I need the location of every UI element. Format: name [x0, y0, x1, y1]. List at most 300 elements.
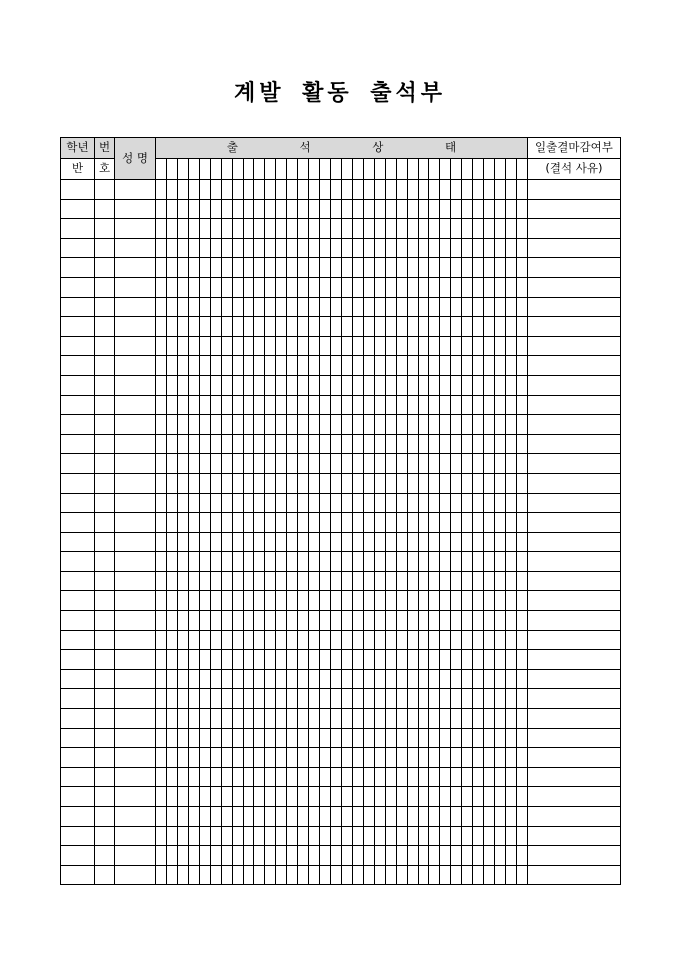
- attendance-cell: [374, 297, 385, 317]
- attendance-cell: [516, 787, 527, 807]
- deadline-reason-cell: [527, 650, 620, 670]
- attendance-cell: [331, 336, 342, 356]
- attendance-cell: [221, 493, 232, 513]
- attendance-cell: [276, 826, 287, 846]
- attendance-cell: [385, 434, 396, 454]
- attendance-cell: [210, 532, 221, 552]
- attendance-cell: [265, 650, 276, 670]
- attendance-cell: [429, 630, 440, 650]
- attendance-cell: [429, 728, 440, 748]
- attendance-cell: [199, 846, 210, 866]
- grade-class-cell: [61, 297, 95, 317]
- attendance-cell: [232, 493, 243, 513]
- attendance-cell: [199, 277, 210, 297]
- attendance-cell: [156, 865, 167, 885]
- attendance-cell: [243, 199, 254, 219]
- attendance-cell: [473, 709, 484, 729]
- attendance-cell: [177, 591, 188, 611]
- attendance-cell: [298, 591, 309, 611]
- attendance-cell: [352, 748, 363, 768]
- attendance-cell: [331, 650, 342, 670]
- attendance-cell: [254, 434, 265, 454]
- attendance-cell: [221, 336, 232, 356]
- attendance-cell: [516, 395, 527, 415]
- name-cell: [115, 709, 156, 729]
- name-cell: [115, 826, 156, 846]
- attendance-cell: [254, 552, 265, 572]
- attendance-cell: [396, 650, 407, 670]
- attendance-cell: [254, 571, 265, 591]
- attendance-cell: [221, 571, 232, 591]
- date-header-cell: [516, 159, 527, 180]
- attendance-cell: [177, 650, 188, 670]
- attendance-cell: [363, 689, 374, 709]
- attendance-cell: [473, 571, 484, 591]
- attendance-cell: [363, 826, 374, 846]
- date-header-cell: [440, 159, 451, 180]
- attendance-cell: [363, 493, 374, 513]
- attendance-char-4: 태: [445, 140, 457, 155]
- attendance-cell: [385, 532, 396, 552]
- attendance-cell: [352, 787, 363, 807]
- attendance-cell: [473, 258, 484, 278]
- attendance-cell: [429, 532, 440, 552]
- attendance-cell: [407, 807, 418, 827]
- attendance-cell: [309, 552, 320, 572]
- attendance-cell: [309, 473, 320, 493]
- name-cell: [115, 199, 156, 219]
- attendance-cell: [331, 571, 342, 591]
- attendance-cell: [331, 317, 342, 337]
- attendance-cell: [265, 238, 276, 258]
- attendance-cell: [287, 630, 298, 650]
- attendance-cell: [374, 258, 385, 278]
- attendance-cell: [188, 591, 199, 611]
- attendance-cell: [309, 532, 320, 552]
- attendance-cell: [407, 180, 418, 200]
- student-row: [61, 669, 621, 689]
- number-cell: [95, 219, 115, 239]
- attendance-cell: [210, 434, 221, 454]
- student-row: [61, 728, 621, 748]
- attendance-cell: [221, 395, 232, 415]
- attendance-cell: [298, 630, 309, 650]
- attendance-cell: [352, 219, 363, 239]
- attendance-cell: [418, 336, 429, 356]
- grade-class-cell: [61, 611, 95, 631]
- attendance-cell: [177, 493, 188, 513]
- number-cell: [95, 297, 115, 317]
- attendance-cell: [276, 807, 287, 827]
- number-cell: [95, 277, 115, 297]
- date-header-cell: [451, 159, 462, 180]
- attendance-cell: [418, 669, 429, 689]
- student-row: [61, 709, 621, 729]
- attendance-cell: [385, 513, 396, 533]
- attendance-cell: [506, 473, 517, 493]
- attendance-cell: [374, 552, 385, 572]
- deadline-reason-cell: [527, 493, 620, 513]
- attendance-cell: [320, 513, 331, 533]
- attendance-cell: [363, 807, 374, 827]
- attendance-cell: [276, 180, 287, 200]
- name-cell: [115, 277, 156, 297]
- attendance-cell: [396, 709, 407, 729]
- attendance-cell: [188, 473, 199, 493]
- attendance-cell: [385, 297, 396, 317]
- deadline-reason-cell: [527, 709, 620, 729]
- attendance-cell: [243, 611, 254, 631]
- attendance-cell: [254, 493, 265, 513]
- attendance-cell: [418, 787, 429, 807]
- attendance-cell: [177, 865, 188, 885]
- date-header-cell: [276, 159, 287, 180]
- attendance-cell: [287, 238, 298, 258]
- attendance-cell: [352, 552, 363, 572]
- attendance-cell: [210, 199, 221, 219]
- attendance-cell: [407, 375, 418, 395]
- attendance-cell: [484, 571, 495, 591]
- grade-class-cell: [61, 728, 95, 748]
- name-cell: [115, 787, 156, 807]
- attendance-cell: [484, 787, 495, 807]
- grade-class-cell: [61, 258, 95, 278]
- date-header-cell: [473, 159, 484, 180]
- attendance-cell: [341, 473, 352, 493]
- attendance-cell: [440, 238, 451, 258]
- attendance-cell: [495, 571, 506, 591]
- attendance-cell: [407, 650, 418, 670]
- attendance-cell: [418, 807, 429, 827]
- attendance-cell: [341, 846, 352, 866]
- attendance-cell: [407, 748, 418, 768]
- attendance-cell: [243, 846, 254, 866]
- attendance-cell: [341, 219, 352, 239]
- date-header-cell: [462, 159, 473, 180]
- attendance-cell: [254, 219, 265, 239]
- name-cell: [115, 180, 156, 200]
- attendance-cell: [254, 395, 265, 415]
- deadline-reason-cell: [527, 689, 620, 709]
- attendance-cell: [254, 591, 265, 611]
- attendance-cell: [374, 513, 385, 533]
- attendance-cell: [385, 454, 396, 474]
- attendance-cell: [166, 532, 177, 552]
- grade-class-cell: [61, 532, 95, 552]
- attendance-cell: [166, 336, 177, 356]
- attendance-cell: [331, 375, 342, 395]
- attendance-cell: [407, 611, 418, 631]
- attendance-cell: [396, 611, 407, 631]
- attendance-cell: [374, 356, 385, 376]
- number-cell: [95, 865, 115, 885]
- attendance-cell: [451, 532, 462, 552]
- name-cell: [115, 317, 156, 337]
- attendance-cell: [473, 473, 484, 493]
- attendance-char-1: 출: [226, 140, 238, 155]
- attendance-cell: [341, 748, 352, 768]
- attendance-cell: [156, 219, 167, 239]
- attendance-cell: [177, 297, 188, 317]
- attendance-cell: [199, 709, 210, 729]
- attendance-cell: [254, 415, 265, 435]
- attendance-cell: [495, 297, 506, 317]
- attendance-cell: [188, 180, 199, 200]
- attendance-cell: [309, 748, 320, 768]
- attendance-cell: [276, 748, 287, 768]
- attendance-cell: [363, 297, 374, 317]
- attendance-cell: [495, 375, 506, 395]
- attendance-cell: [210, 767, 221, 787]
- attendance-cell: [429, 748, 440, 768]
- attendance-cell: [221, 767, 232, 787]
- attendance-cell: [407, 709, 418, 729]
- attendance-cell: [276, 650, 287, 670]
- number-cell: [95, 748, 115, 768]
- attendance-cell: [166, 865, 177, 885]
- attendance-cell: [210, 865, 221, 885]
- grade-class-cell: [61, 317, 95, 337]
- attendance-cell: [363, 415, 374, 435]
- deadline-reason-cell: [527, 473, 620, 493]
- attendance-cell: [156, 277, 167, 297]
- attendance-cell: [221, 297, 232, 317]
- attendance-cell: [188, 336, 199, 356]
- attendance-cell: [396, 277, 407, 297]
- attendance-cell: [374, 787, 385, 807]
- attendance-cell: [495, 826, 506, 846]
- attendance-cell: [440, 317, 451, 337]
- attendance-cell: [506, 317, 517, 337]
- attendance-cell: [484, 180, 495, 200]
- attendance-cell: [177, 611, 188, 631]
- attendance-cell: [429, 826, 440, 846]
- attendance-cell: [320, 689, 331, 709]
- attendance-cell: [232, 650, 243, 670]
- attendance-cell: [484, 415, 495, 435]
- attendance-cell: [484, 277, 495, 297]
- attendance-cell: [429, 180, 440, 200]
- attendance-cell: [341, 434, 352, 454]
- attendance-cell: [506, 807, 517, 827]
- attendance-cell: [221, 473, 232, 493]
- attendance-cell: [177, 473, 188, 493]
- attendance-cell: [331, 219, 342, 239]
- attendance-cell: [484, 611, 495, 631]
- grade-header-top: 학년: [61, 138, 95, 159]
- name-cell: [115, 238, 156, 258]
- attendance-cell: [341, 630, 352, 650]
- attendance-cell: [341, 709, 352, 729]
- attendance-cell: [429, 395, 440, 415]
- attendance-cell: [210, 591, 221, 611]
- attendance-cell: [495, 552, 506, 572]
- attendance-cell: [374, 807, 385, 827]
- attendance-cell: [341, 689, 352, 709]
- attendance-cell: [440, 297, 451, 317]
- attendance-cell: [407, 493, 418, 513]
- attendance-cell: [495, 846, 506, 866]
- attendance-cell: [451, 571, 462, 591]
- attendance-cell: [451, 591, 462, 611]
- attendance-cell: [243, 552, 254, 572]
- attendance-cell: [265, 375, 276, 395]
- attendance-cell: [177, 238, 188, 258]
- attendance-cell: [374, 473, 385, 493]
- attendance-cell: [276, 611, 287, 631]
- attendance-cell: [396, 219, 407, 239]
- attendance-cell: [451, 258, 462, 278]
- attendance-cell: [243, 238, 254, 258]
- attendance-cell: [484, 454, 495, 474]
- date-header-cell: [407, 159, 418, 180]
- date-header-cell: [484, 159, 495, 180]
- attendance-cell: [440, 415, 451, 435]
- attendance-cell: [473, 591, 484, 611]
- grade-class-cell: [61, 571, 95, 591]
- attendance-cell: [232, 317, 243, 337]
- attendance-cell: [254, 356, 265, 376]
- attendance-cell: [177, 807, 188, 827]
- attendance-cell: [385, 493, 396, 513]
- attendance-cell: [374, 650, 385, 670]
- deadline-reason-cell: [527, 415, 620, 435]
- attendance-cell: [385, 846, 396, 866]
- attendance-cell: [352, 826, 363, 846]
- attendance-cell: [254, 513, 265, 533]
- page-title: 계발 활동 출석부: [233, 80, 447, 106]
- attendance-cell: [418, 454, 429, 474]
- attendance-cell: [462, 297, 473, 317]
- attendance-cell: [484, 630, 495, 650]
- attendance-cell: [374, 728, 385, 748]
- attendance-cell: [341, 395, 352, 415]
- attendance-cell: [429, 375, 440, 395]
- student-row: [61, 180, 621, 200]
- attendance-cell: [462, 728, 473, 748]
- date-header-cell: [374, 159, 385, 180]
- attendance-cell: [473, 395, 484, 415]
- attendance-cell: [363, 375, 374, 395]
- grade-class-cell: [61, 591, 95, 611]
- attendance-cell: [363, 591, 374, 611]
- attendance-cell: [276, 317, 287, 337]
- attendance-cell: [363, 728, 374, 748]
- attendance-cell: [396, 238, 407, 258]
- name-cell: [115, 650, 156, 670]
- attendance-cell: [396, 807, 407, 827]
- attendance-cell: [451, 473, 462, 493]
- attendance-cell: [396, 591, 407, 611]
- attendance-cell: [440, 689, 451, 709]
- attendance-cell: [287, 689, 298, 709]
- attendance-cell: [440, 180, 451, 200]
- attendance-cell: [156, 846, 167, 866]
- attendance-cell: [484, 493, 495, 513]
- attendance-cell: [516, 473, 527, 493]
- attendance-cell: [287, 199, 298, 219]
- attendance-cell: [221, 238, 232, 258]
- attendance-cell: [418, 571, 429, 591]
- number-cell: [95, 787, 115, 807]
- attendance-cell: [287, 356, 298, 376]
- number-cell: [95, 709, 115, 729]
- attendance-cell: [210, 336, 221, 356]
- attendance-cell: [396, 571, 407, 591]
- grade-class-cell: [61, 709, 95, 729]
- attendance-cell: [484, 297, 495, 317]
- attendance-cell: [352, 611, 363, 631]
- attendance-cell: [298, 787, 309, 807]
- attendance-cell: [287, 375, 298, 395]
- attendance-cell: [506, 336, 517, 356]
- attendance-cell: [298, 532, 309, 552]
- attendance-cell: [331, 591, 342, 611]
- name-cell: [115, 689, 156, 709]
- attendance-cell: [221, 454, 232, 474]
- attendance-cell: [210, 709, 221, 729]
- attendance-cell: [221, 846, 232, 866]
- deadline-reason-cell: [527, 297, 620, 317]
- deadline-reason-cell: [527, 669, 620, 689]
- attendance-cell: [166, 807, 177, 827]
- attendance-cell: [462, 258, 473, 278]
- attendance-cell: [407, 454, 418, 474]
- attendance-cell: [516, 434, 527, 454]
- attendance-cell: [495, 473, 506, 493]
- grade-class-cell: [61, 846, 95, 866]
- attendance-cell: [473, 336, 484, 356]
- attendance-cell: [166, 395, 177, 415]
- student-row: [61, 571, 621, 591]
- attendance-cell: [265, 865, 276, 885]
- attendance-cell: [495, 513, 506, 533]
- attendance-cell: [429, 199, 440, 219]
- attendance-cell: [221, 199, 232, 219]
- grade-class-cell: [61, 650, 95, 670]
- attendance-cell: [177, 709, 188, 729]
- attendance-cell: [440, 630, 451, 650]
- attendance-cell: [331, 415, 342, 435]
- attendance-cell: [309, 689, 320, 709]
- attendance-cell: [331, 748, 342, 768]
- attendance-cell: [265, 199, 276, 219]
- grade-class-cell: [61, 669, 95, 689]
- attendance-cell: [385, 552, 396, 572]
- attendance-cell: [440, 375, 451, 395]
- deadline-reason-cell: [527, 199, 620, 219]
- attendance-cell: [462, 395, 473, 415]
- attendance-cell: [429, 709, 440, 729]
- attendance-cell: [396, 473, 407, 493]
- attendance-cell: [462, 571, 473, 591]
- attendance-cell: [451, 336, 462, 356]
- attendance-cell: [516, 552, 527, 572]
- student-row: [61, 375, 621, 395]
- attendance-cell: [210, 415, 221, 435]
- attendance-cell: [385, 748, 396, 768]
- attendance-cell: [495, 767, 506, 787]
- attendance-cell: [156, 454, 167, 474]
- attendance-cell: [156, 630, 167, 650]
- attendance-cell: [177, 415, 188, 435]
- attendance-cell: [298, 199, 309, 219]
- deadline-reason-cell: [527, 277, 620, 297]
- attendance-cell: [352, 277, 363, 297]
- attendance-cell: [199, 473, 210, 493]
- attendance-cell: [429, 591, 440, 611]
- attendance-cell: [254, 336, 265, 356]
